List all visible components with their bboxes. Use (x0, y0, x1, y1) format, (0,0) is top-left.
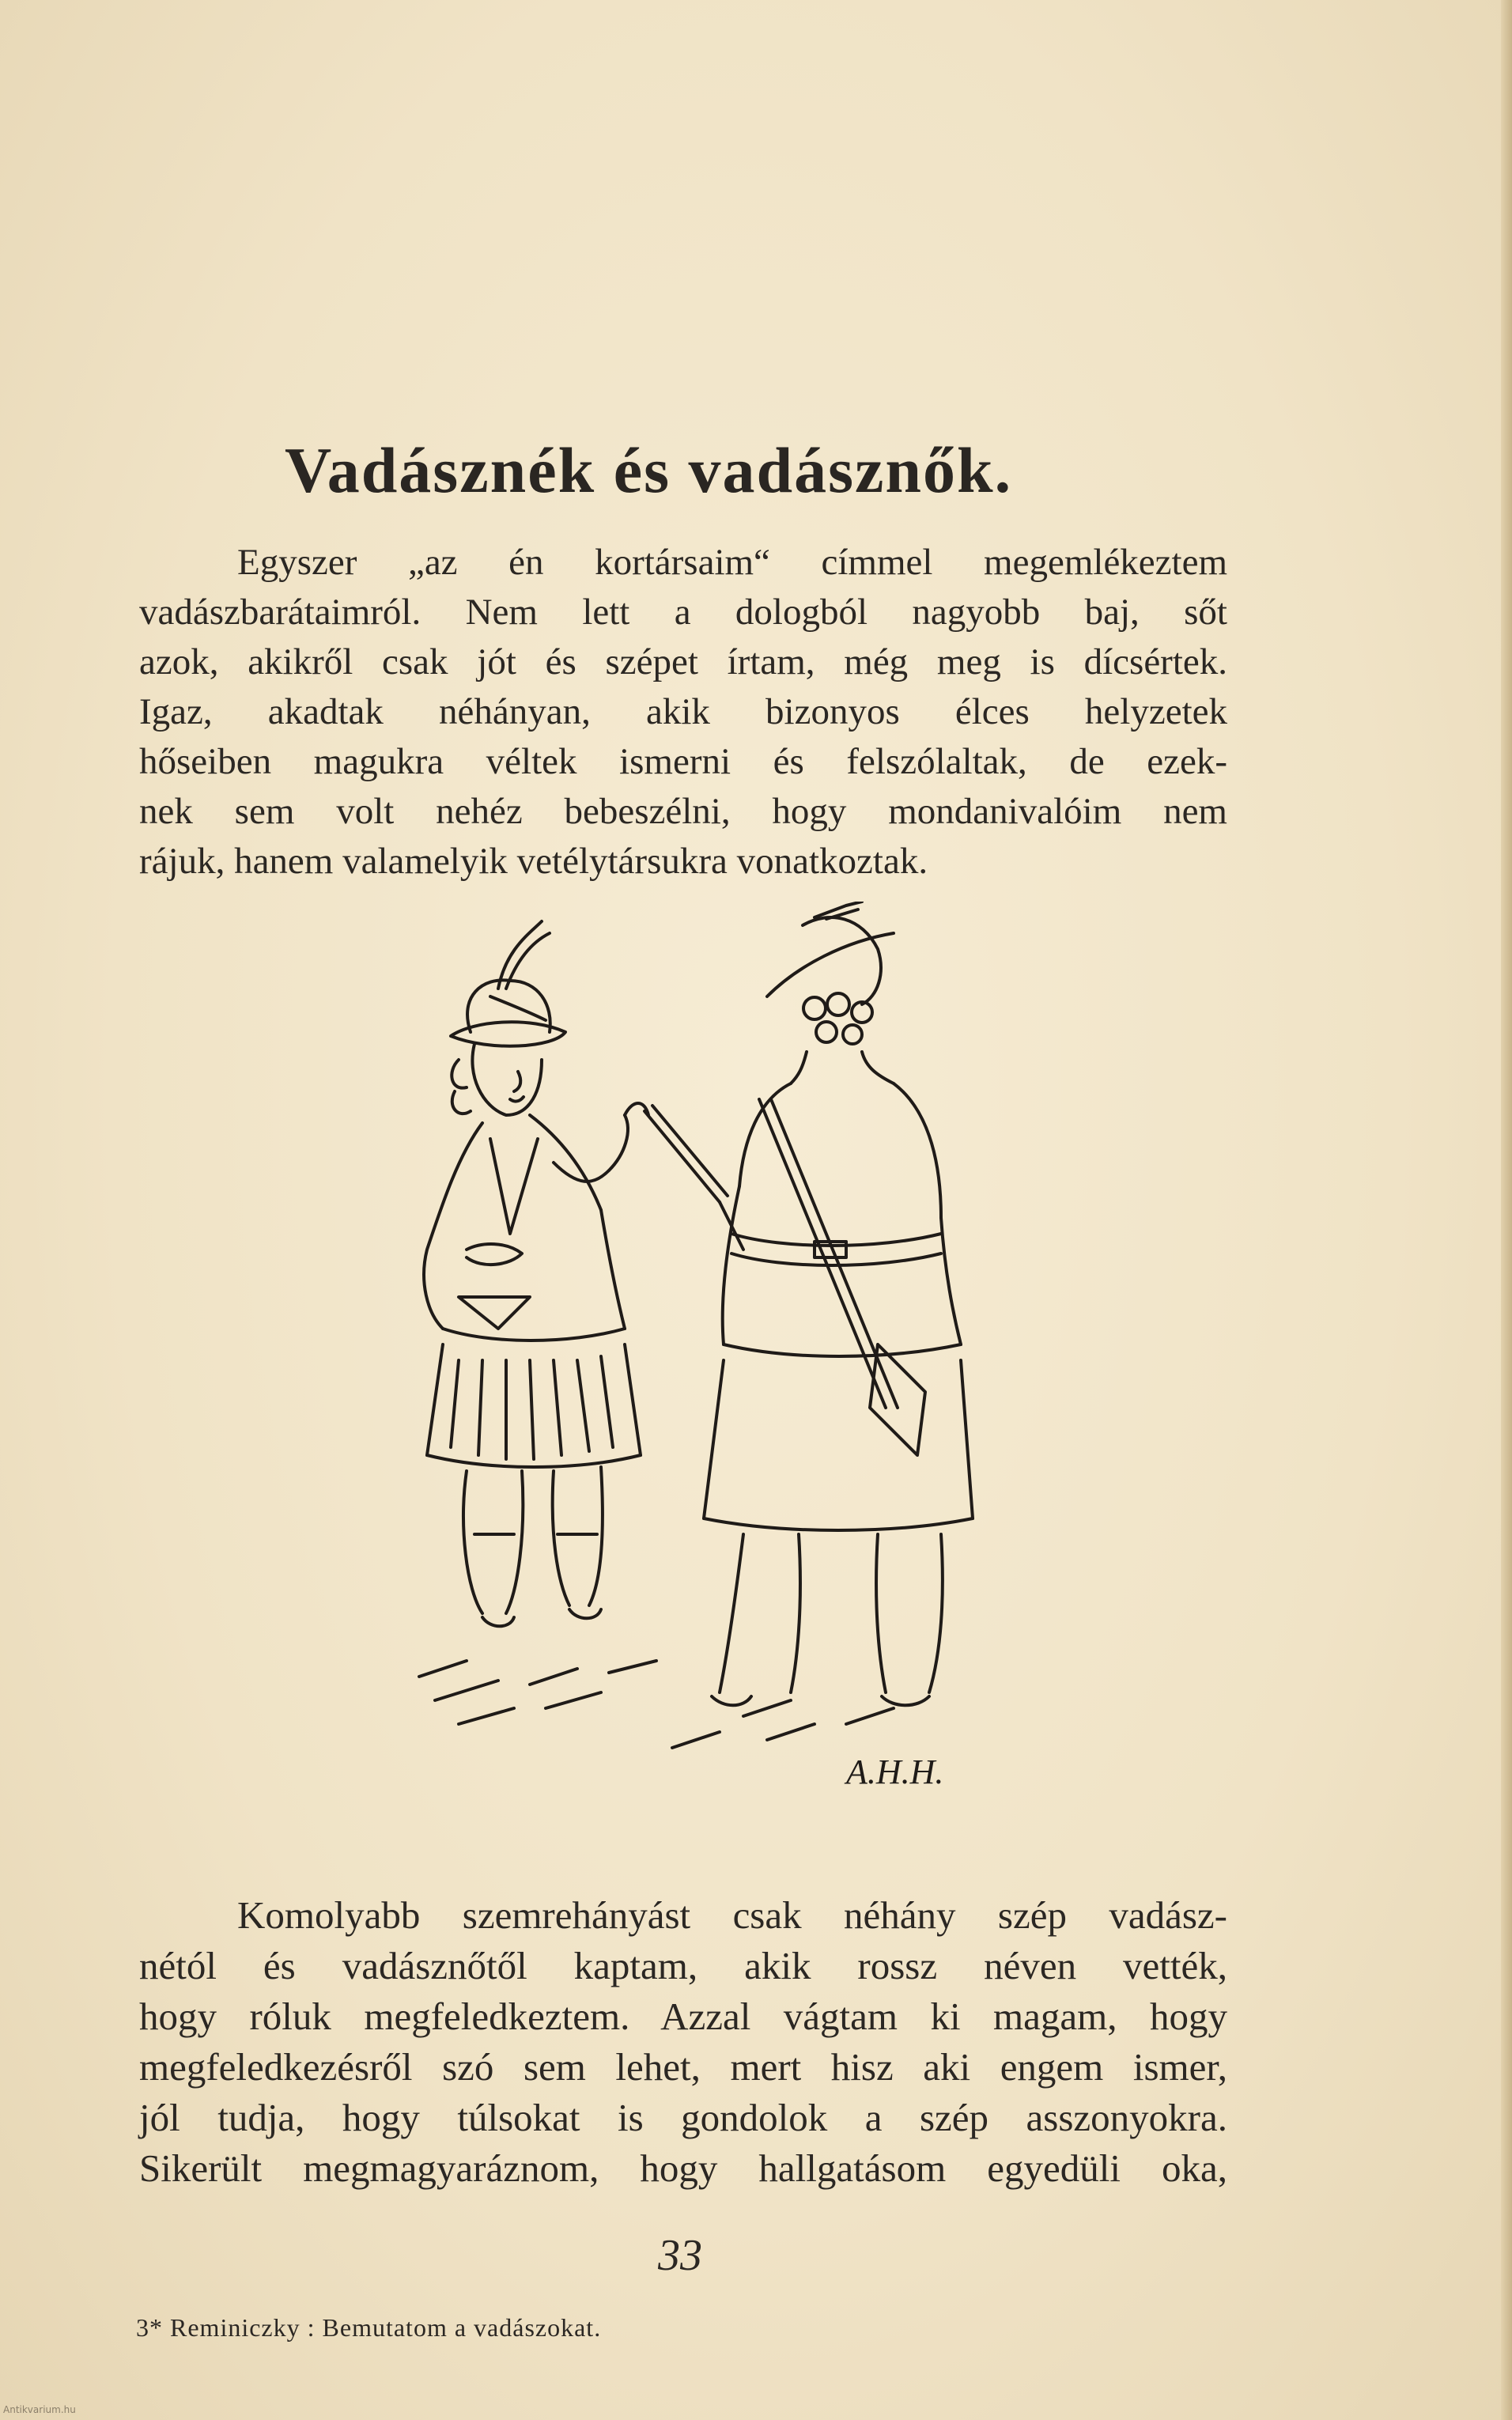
text-line: azok, akikről csak jót és szépet írtam, még meg is dícsértek. (139, 641, 1227, 683)
illustration-signature: A.H.H. (846, 1753, 944, 1791)
footer-signature-line: 3* Reminiczky : Bemutatom a vadászokat. (136, 2313, 602, 2342)
text-line: nek sem volt nehéz bebeszélni, hogy mondanivalóim nem (139, 791, 1227, 832)
paragraph-1 (139, 538, 1227, 887)
text-line: hogy róluk megfeledkeztem. Azzal vágtam ki magam, hogy (139, 1995, 1227, 2038)
ground-grass (419, 1661, 894, 1748)
text-line: vadászbarátaimról. Nem lett a dologból nagyobb baj, sőt (139, 592, 1227, 633)
left-woman-figure (424, 921, 648, 1626)
text-line: rájuk, hanem valamelyik vetélytársukra vonatkoztak. (139, 841, 928, 882)
watermark: Antikvarium.hu (3, 2404, 76, 2415)
text-line: Sikerült megmagyaráznom, hogy hallgatásom egyedüli oka, (139, 2146, 1227, 2190)
text-line: jól tudja, hogy túlsokat is gondolok a szép asszonyokra. (139, 2096, 1227, 2139)
right-woman-figure (704, 902, 973, 1705)
text-line: Igaz, akadtak néhányan, akik bizonyos élces helyzetek (139, 691, 1227, 732)
paragraph-2 (139, 1890, 1227, 2194)
text-line: megfeledkezésről szó sem lehet, mert hisz aki engem ismer, (139, 2045, 1227, 2089)
text-line: Egyszer „az én kortársaim“ címmel megemlékeztem (237, 542, 1227, 583)
page-edge (1501, 0, 1512, 2420)
hunting-women-illustration (372, 902, 1004, 1890)
text-line: nétól és vadásznőtől kaptam, akik rossz néven vették, (139, 1944, 1227, 1987)
text-line: hőseiben magukra véltek ismerni és felszólaltak, de ezek- (139, 741, 1227, 782)
page-number: 33 (658, 2231, 702, 2280)
shotgun (644, 1106, 743, 1250)
text-line: Komolyabb szemrehányást csak néhány szép vadász- (237, 1893, 1227, 1937)
chapter-title: Vadásznék és vadásznők. (285, 434, 1013, 506)
